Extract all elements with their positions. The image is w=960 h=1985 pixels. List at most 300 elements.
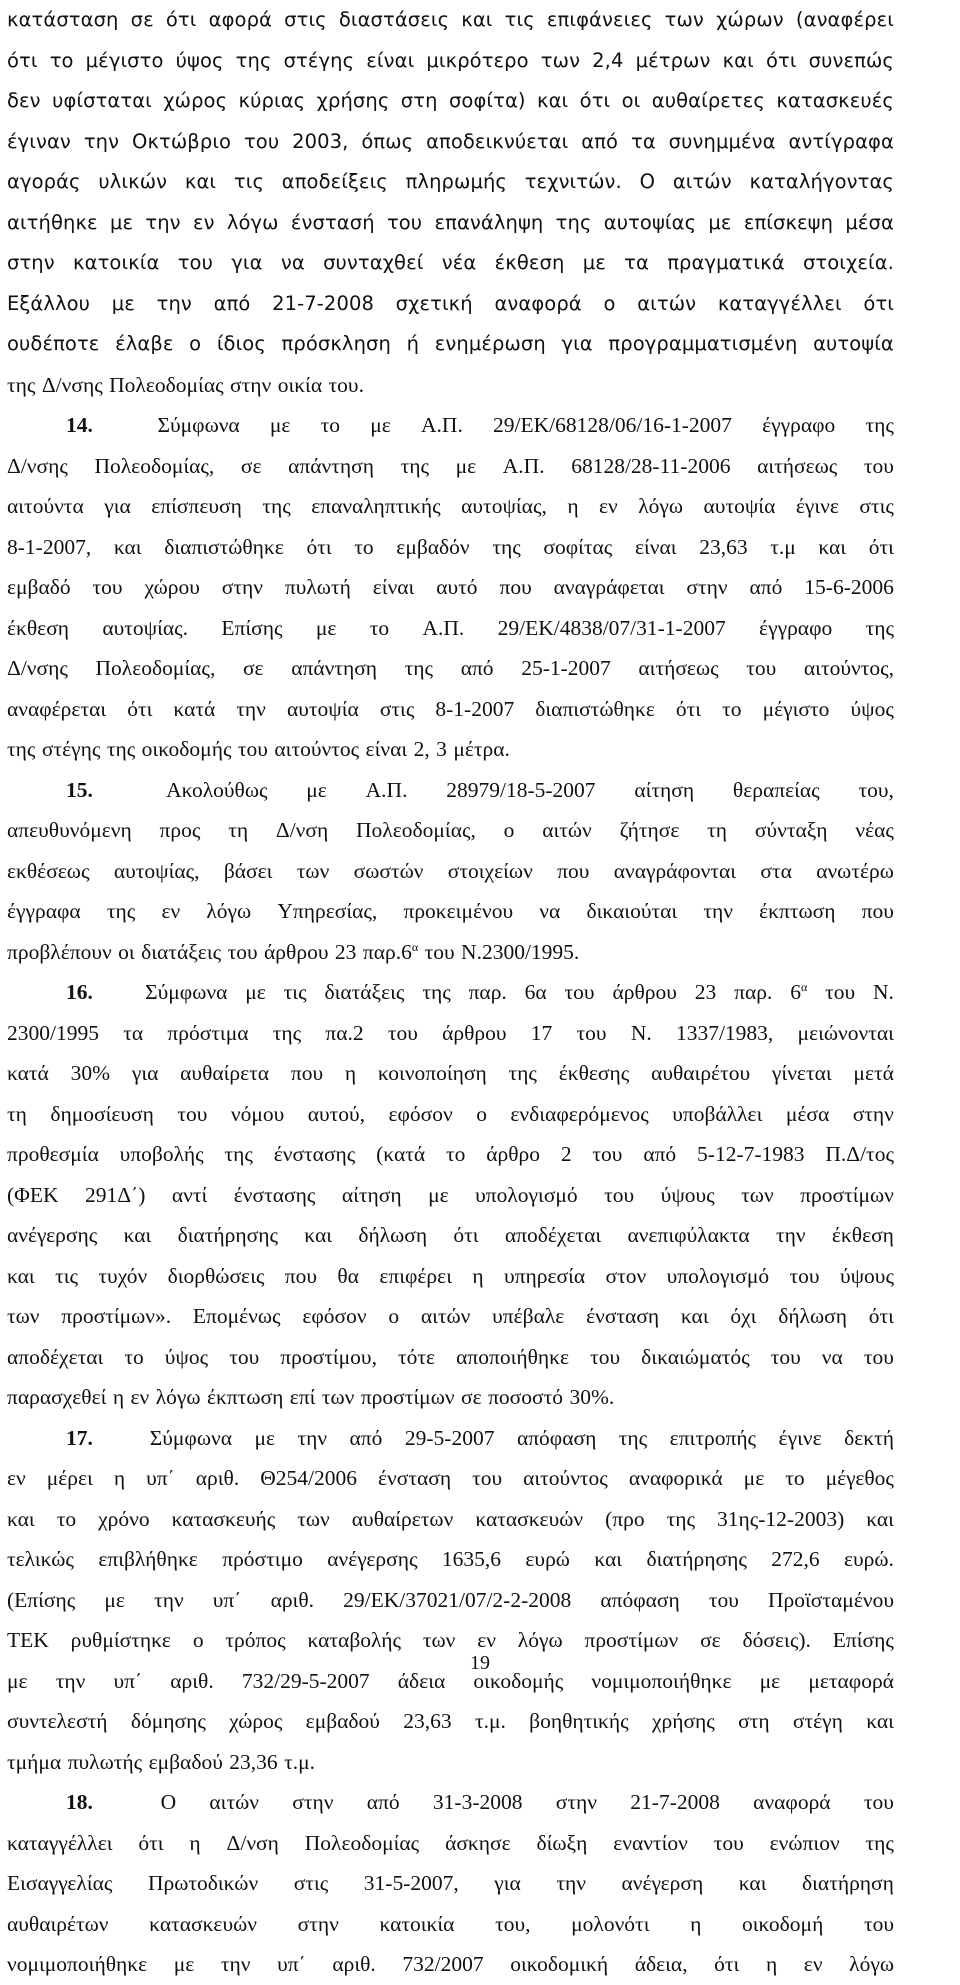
text-line — [7, 284, 894, 325]
word: αποδέχεται — [7, 1344, 104, 1369]
word: (Επίσης — [7, 1587, 76, 1612]
text-line — [7, 41, 894, 82]
text-line — [7, 1134, 894, 1175]
word: του, — [495, 1911, 531, 1936]
word: ύψος — [175, 48, 224, 72]
word: των — [664, 8, 704, 31]
word: τη — [7, 1101, 27, 1126]
word: τα — [624, 251, 649, 274]
word: το — [56, 1506, 77, 1531]
word: δήλωση — [778, 1304, 847, 1328]
word: έκθεσης — [558, 1061, 630, 1085]
word: της — [865, 1830, 894, 1855]
word: Δ/νσης — [7, 656, 68, 680]
word: παρασχεθεί — [7, 1385, 107, 1409]
word: ο — [192, 1628, 204, 1652]
word: εκθέσεως — [7, 858, 90, 883]
word: 2 — [560, 1142, 572, 1166]
word: το — [320, 413, 341, 437]
word: ΤΕΚ — [7, 1628, 49, 1652]
word: απευθυνόμενη — [7, 818, 132, 842]
word: αυτού, — [307, 1101, 366, 1126]
word: του — [863, 453, 894, 478]
word: από — [349, 1425, 383, 1450]
word: κατοικία — [73, 251, 160, 274]
word: 5-12-7-1983 — [697, 1142, 805, 1166]
word: Ο — [639, 170, 656, 193]
word: με — [743, 1466, 765, 1490]
word: οι — [118, 939, 135, 964]
text-line — [7, 1296, 894, 1337]
word: κατά — [173, 696, 216, 721]
word: μέσα — [785, 1101, 830, 1126]
word: με — [582, 251, 606, 274]
word: επίσπευση — [151, 494, 242, 518]
word: του — [863, 1790, 894, 1814]
word: ανεπιφύλακτα — [627, 1223, 750, 1247]
word: διατάξεις — [141, 939, 222, 964]
word: εν — [7, 1466, 26, 1490]
word: άρθρο — [486, 1142, 540, 1166]
word: διαπιστώθηκε — [535, 696, 655, 721]
word: με — [7, 1668, 28, 1693]
word: Δ/νση — [226, 1830, 279, 1855]
word: ουδέποτε — [7, 332, 100, 355]
word: αιτήσεως — [638, 656, 719, 680]
word: (κατά — [376, 1142, 426, 1166]
word: ή — [406, 332, 420, 355]
word: προς — [159, 818, 201, 842]
word: μέρει — [46, 1466, 93, 1490]
word: (ΦΕΚ — [7, 1182, 59, 1207]
word: με — [254, 1425, 275, 1450]
word: στην — [221, 575, 263, 599]
word: αυτοψίας, — [113, 858, 200, 883]
text-line — [7, 648, 894, 689]
word: ότι — [675, 696, 702, 721]
word: με — [104, 1587, 125, 1612]
word: με — [109, 210, 134, 234]
word: εν — [477, 1628, 496, 1652]
word: να — [821, 1344, 843, 1369]
word: του — [424, 939, 455, 964]
word: του — [472, 1466, 503, 1490]
word: μετά — [853, 1061, 894, 1085]
word: δεν — [7, 89, 41, 112]
word: κατασκευών — [475, 1506, 584, 1531]
text-line — [7, 81, 894, 122]
word: και — [537, 89, 569, 112]
word: τη — [707, 818, 728, 842]
word: συνταχθεί — [323, 251, 424, 274]
word: που — [290, 1061, 324, 1085]
word: οικοδομής — [473, 1668, 564, 1693]
word: με — [455, 453, 477, 478]
word: την — [55, 1668, 86, 1693]
word: του — [713, 1830, 744, 1855]
word: ότι — [7, 48, 38, 72]
text-line — [7, 1823, 894, 1864]
word: ποσοστό — [488, 1385, 563, 1409]
word: της — [865, 413, 894, 437]
word: ότι — [868, 1304, 894, 1328]
word: ρυθμίστηκε — [70, 1628, 171, 1652]
text-line — [7, 122, 894, 163]
word: Ν.2300/1995. — [461, 939, 580, 964]
word: είναι — [634, 534, 677, 559]
word: για — [104, 494, 131, 518]
word: έγγραφα — [7, 899, 81, 923]
word: μέγεθος — [825, 1466, 894, 1490]
superscript: α — [800, 980, 808, 994]
word: σοφίτας — [543, 534, 613, 559]
word: τμήμα — [7, 1749, 62, 1774]
word: Ν. — [873, 980, 894, 1004]
word: είναι — [366, 48, 415, 72]
word: του — [789, 1263, 820, 1288]
word: λόγω — [517, 1628, 563, 1652]
word: των — [422, 1628, 456, 1652]
text-line — [7, 365, 894, 406]
word: αναφορά — [753, 1790, 831, 1814]
word: Πολεοδομίας, — [95, 656, 216, 680]
word: παρ. — [468, 980, 507, 1004]
word: με — [315, 615, 337, 640]
word: 2,4 — [592, 48, 624, 72]
word: έκθεση — [494, 251, 565, 274]
word: 732/29-5-2007 — [241, 1668, 370, 1693]
word: του — [229, 1344, 260, 1369]
word: πυλωτή — [284, 575, 351, 599]
word: από — [460, 656, 494, 680]
word: του — [708, 1587, 739, 1612]
text-line — [7, 486, 894, 527]
word: την — [297, 1425, 328, 1450]
word: είναι — [365, 737, 408, 761]
word: και — [738, 1871, 767, 1895]
paragraph-number: 16. — [66, 980, 93, 1004]
word: αντί — [171, 1182, 208, 1207]
word: της — [508, 1061, 537, 1085]
word: υλικών — [98, 170, 168, 193]
word: στην — [555, 1790, 597, 1814]
word: στην — [230, 372, 272, 397]
word: αριθ. — [195, 1466, 240, 1490]
word: που — [284, 1263, 317, 1288]
word: ίδιος — [216, 332, 266, 355]
text-line — [7, 851, 894, 892]
word: του — [177, 1101, 208, 1126]
word: του — [227, 939, 258, 964]
word: προστίμων». — [61, 1304, 172, 1328]
word: μικρότερο — [426, 48, 529, 72]
word: 31-3-2008 — [432, 1790, 523, 1814]
word: του — [576, 1020, 607, 1045]
word: εφόσον — [302, 1304, 367, 1328]
text-line — [7, 1094, 894, 1135]
word: καταγγέλλει — [7, 1830, 113, 1855]
word: $6^\alpha$ — [790, 980, 808, 1004]
word: 28979/18-5-2007 — [446, 777, 596, 802]
word: απόφαση — [516, 1425, 597, 1450]
paragraph-number: 18. — [66, 1790, 93, 1814]
word: ο — [476, 1101, 487, 1126]
word: σε — [242, 656, 264, 680]
word: με — [111, 291, 135, 315]
word: συνημμένα — [668, 129, 776, 153]
word: αυτοψίας — [603, 210, 697, 234]
word: στη — [400, 89, 438, 112]
word: την — [236, 696, 266, 721]
word: χρόνο — [98, 1506, 150, 1531]
word: επαναληπτικής — [311, 494, 441, 518]
word: ότι — [714, 1952, 740, 1976]
word: έκθεση — [831, 1223, 894, 1247]
word: ενημέρωση — [434, 332, 546, 355]
word: 15-6-2006 — [804, 575, 894, 599]
word: Πρωτοδικών — [147, 1871, 259, 1895]
word: σύνταξη — [754, 818, 828, 842]
word: στα — [760, 858, 792, 883]
word: αιτών — [637, 291, 697, 315]
text-line — [7, 1499, 894, 1540]
word: ένσταση — [377, 1466, 452, 1490]
word: τ.μ. — [474, 1709, 506, 1733]
word: και — [594, 1547, 623, 1571]
word: της — [492, 534, 521, 559]
word: χώρων — [716, 8, 784, 31]
word: σε — [130, 8, 154, 31]
word: έγιναν — [7, 129, 71, 153]
word: που — [861, 899, 894, 923]
word: της — [235, 48, 272, 72]
word: 8-1-2007, — [7, 534, 92, 559]
word: της — [555, 210, 592, 234]
word: απάντηση — [291, 656, 378, 680]
word: Υπηρεσίας, — [277, 899, 378, 923]
word: ανέγερση — [621, 1871, 704, 1895]
word: του — [863, 1344, 894, 1369]
word: στην — [686, 575, 728, 599]
word: νόμου — [230, 1101, 285, 1126]
word: 29/ΕΚ/37021/07/2-2-2008 — [343, 1587, 572, 1612]
word: Ν. — [630, 1020, 652, 1045]
word: 1635,6 — [441, 1547, 502, 1571]
word: της — [422, 980, 451, 1004]
text-line — [7, 932, 894, 973]
word: στέγης — [41, 737, 101, 761]
word: πρόσκληση — [281, 332, 391, 355]
word: μολονότι — [571, 1911, 650, 1936]
paragraph-number: 17. — [66, 1425, 93, 1450]
word: υπολογισμό — [475, 1182, 578, 1207]
word: 732/2007 — [402, 1952, 484, 1976]
word: 31ης-12-2003) — [717, 1506, 845, 1531]
word: δεκτή — [844, 1425, 894, 1450]
word: ότι — [579, 89, 611, 112]
word: υποβολής — [119, 1142, 204, 1166]
word: αριθ. — [170, 1668, 214, 1693]
word: το — [785, 1466, 805, 1490]
word: επιφέρει — [379, 1263, 452, 1288]
word: της — [666, 1506, 696, 1531]
word: του — [92, 575, 123, 599]
word: 29-5-2007 — [404, 1425, 495, 1450]
word: υποβάλλει — [672, 1101, 763, 1126]
word: 3 — [436, 737, 447, 761]
word: το — [49, 48, 74, 72]
word: της — [865, 615, 894, 640]
word: υπολογισμό — [666, 1263, 770, 1288]
word: εμβαδού — [305, 1709, 380, 1733]
word: άδεια, — [634, 1952, 688, 1976]
word: των — [741, 1182, 774, 1207]
word: Σύμφωνα — [149, 1425, 232, 1450]
word: διατήρησης — [177, 1223, 278, 1247]
word: ευρώ. — [844, 1547, 894, 1571]
text-line — [7, 770, 894, 811]
word: στέγης — [283, 48, 355, 72]
word: του. — [328, 372, 364, 397]
word: αριθ. — [270, 1587, 315, 1612]
word: αποποιήθηκε — [456, 1344, 570, 1369]
word: μέγιστο — [762, 696, 830, 721]
word: υφίσταται — [52, 89, 152, 112]
word: απόφαση — [600, 1587, 680, 1612]
word: Σύμφωνα — [145, 980, 228, 1004]
text-line — [7, 891, 894, 932]
word: στον — [605, 1263, 647, 1288]
text-line — [7, 1904, 894, 1945]
word: την — [703, 899, 733, 923]
word: η — [472, 1263, 484, 1288]
word: σε — [240, 453, 262, 478]
word: κατάσταση — [7, 8, 119, 31]
word: Π.Δ/τος — [825, 1142, 894, 1166]
word: 23,36 — [229, 1749, 278, 1774]
word: με — [306, 777, 327, 802]
word: αιτών — [672, 170, 732, 193]
word: στην — [7, 251, 55, 274]
word: δημοσίευση — [50, 1101, 154, 1126]
word: κοινοποίηση — [377, 1061, 487, 1085]
word: 17 — [530, 1020, 553, 1045]
word: υπ΄ — [212, 1587, 242, 1612]
word: αυθαίρετων — [351, 1506, 454, 1531]
word: προστίμων — [360, 1385, 455, 1409]
word: της — [224, 1142, 253, 1166]
word: κύριας — [238, 89, 306, 112]
word: οικοδομής — [141, 737, 232, 761]
word: της — [272, 1020, 302, 1045]
word: αιτούντος — [523, 1466, 608, 1490]
word: Εισαγγελίας — [7, 1871, 113, 1895]
word: η — [112, 1385, 125, 1409]
text-line — [7, 1944, 894, 1985]
word: οικοδομή — [742, 1911, 824, 1936]
text-line — [7, 608, 894, 649]
word: έλαβε — [115, 332, 174, 355]
word: που — [557, 858, 590, 883]
word: συνεπώς — [808, 48, 894, 72]
word: πυλωτής — [67, 1749, 143, 1774]
word: άδεια — [397, 1668, 446, 1693]
word: αυθαίρετες — [651, 89, 765, 112]
word: τεχνιτών. — [524, 170, 622, 193]
word: τ.μ. — [284, 1749, 316, 1774]
word: μεταφορά — [808, 1668, 894, 1693]
word: 272,6 — [771, 1547, 820, 1571]
word: αυθαίρετα — [180, 1061, 270, 1085]
word: εν — [161, 899, 181, 923]
word: Προϊσταμένου — [768, 1587, 894, 1612]
word: επί — [289, 1385, 316, 1409]
word: αναφορά — [494, 291, 582, 315]
word: 23 — [334, 939, 357, 964]
word: 21-7-2008 — [630, 1790, 720, 1814]
word: επιτροπής — [669, 1425, 757, 1450]
word: των — [321, 1385, 355, 1409]
word: 29/ΕΚ/68128/06/16-1-2007 — [493, 413, 732, 437]
word: που — [499, 575, 532, 599]
word: κατασκευών — [149, 1911, 257, 1936]
text-line — [7, 1742, 894, 1783]
word: και — [7, 1263, 35, 1288]
word: και — [722, 48, 754, 72]
word: αιτήσεως — [757, 453, 838, 478]
word: η — [765, 1952, 778, 1976]
text-line — [7, 1580, 894, 1621]
word: και — [461, 8, 493, 31]
word: προστίμου, — [280, 1344, 377, 1369]
word: χώρος — [229, 1709, 283, 1733]
word: και — [7, 1506, 35, 1531]
word: ένσταση — [586, 1304, 660, 1328]
word: έγινε — [778, 1425, 822, 1450]
word: του — [177, 251, 213, 274]
word: Ο — [160, 1790, 177, 1814]
text-line — [7, 1701, 894, 1742]
word: αριθ. — [332, 1952, 376, 1976]
word: και — [818, 534, 847, 559]
word: της — [262, 494, 291, 518]
word: συντελεστή — [7, 1709, 108, 1733]
word: εμβαδού — [148, 1749, 223, 1774]
word: κατοικία — [379, 1911, 455, 1936]
word: του — [746, 656, 777, 680]
word: άσκησε — [445, 1830, 511, 1855]
word: υπ΄ — [113, 1668, 143, 1693]
word: Δ/νσης — [41, 372, 103, 397]
word: λόγω — [206, 899, 252, 923]
word: 23,63 — [699, 534, 748, 559]
word: ένστασης — [233, 1182, 316, 1207]
word: 1337/1983, — [675, 1020, 774, 1045]
word: Πολεοδομίας, — [356, 818, 476, 842]
word: αιτήθηκε — [7, 210, 98, 234]
word: λόγω — [155, 1385, 201, 1409]
word: εν — [130, 1385, 150, 1409]
word: καταγγέλλει — [717, 291, 842, 315]
word: αυτό — [436, 575, 478, 599]
word: η — [567, 494, 579, 518]
word: εμβαδό — [7, 575, 71, 599]
word: διατήρηση — [802, 1871, 894, 1895]
word: του — [592, 1142, 623, 1166]
word: νέας — [855, 818, 894, 842]
word: Επομένως — [192, 1304, 281, 1328]
word: αυτοψία — [286, 696, 359, 721]
